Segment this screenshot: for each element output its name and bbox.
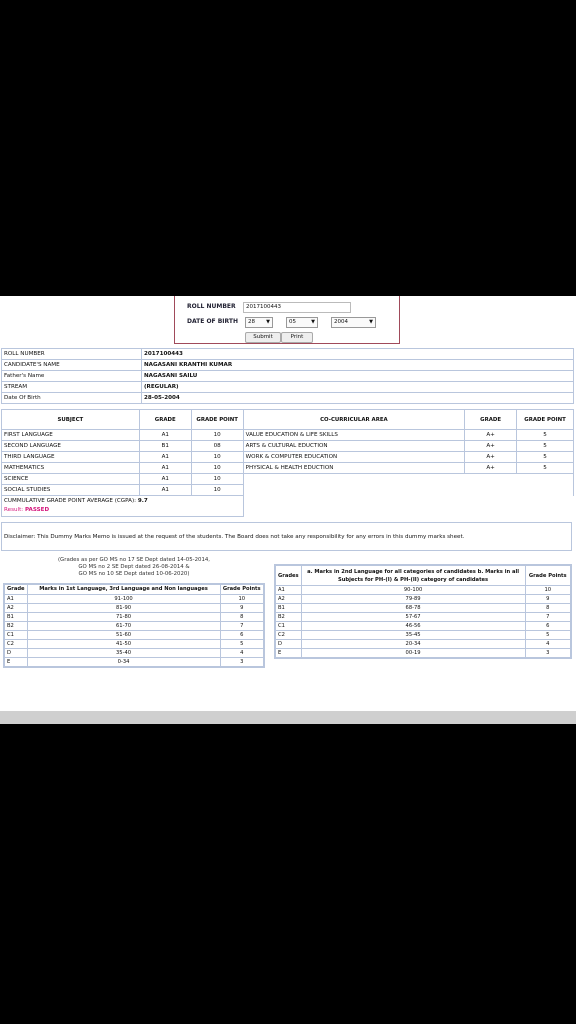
- stream-value: (REGULAR): [142, 382, 574, 393]
- cocurricular-point: 5: [517, 430, 574, 441]
- table-row: [4, 595, 264, 604]
- marks-cell: 20-34: [301, 640, 525, 649]
- grade-cell: D: [4, 649, 27, 658]
- submit-button[interactable]: Submit: [245, 332, 281, 343]
- grade-cell: D: [275, 640, 301, 649]
- table-row: [4, 631, 264, 640]
- grade-cell: C2: [275, 631, 301, 640]
- table-row: [275, 622, 571, 631]
- grade-cell: E: [4, 658, 27, 668]
- marks-cell: 57-67: [301, 613, 525, 622]
- cocurricular-grade: A+: [465, 452, 517, 463]
- empty-cell: [243, 474, 573, 496]
- subject-name: SCIENCE: [2, 474, 140, 485]
- dob-info-label: Date Of Birth: [2, 393, 142, 404]
- grade-cell: A2: [275, 595, 301, 604]
- table-row: [275, 631, 571, 640]
- table-row: [2, 430, 574, 441]
- grade-note: [24, 557, 244, 578]
- chevron-down-icon: ▼: [311, 319, 315, 325]
- roll-number-input[interactable]: 2017100443: [243, 302, 351, 313]
- empty-cell: [243, 496, 573, 517]
- col-header: Grades: [275, 565, 301, 586]
- search-form: [174, 296, 400, 344]
- subject-point: 08: [191, 441, 243, 452]
- father-value: NAGASANI SAILU: [142, 371, 574, 382]
- marks-cell: 00-19: [301, 649, 525, 659]
- marks-memo-page: [0, 296, 576, 711]
- cgpa-label: CUMMULATIVE GRADE POINT AVERAGE (CGPA):: [4, 498, 137, 504]
- points-cell: 10: [525, 586, 571, 595]
- points-cell: 6: [220, 631, 264, 640]
- table-row: [2, 452, 574, 463]
- points-cell: 5: [220, 640, 264, 649]
- table-row: [4, 658, 264, 668]
- result-value: PASSED: [24, 507, 50, 513]
- grade-cell: C1: [4, 631, 27, 640]
- marks-cell: 90-100: [301, 586, 525, 595]
- cocurricular-grade: A+: [465, 430, 517, 441]
- grade-cell: A2: [4, 604, 27, 613]
- grade-cell: C1: [275, 622, 301, 631]
- cocurricular-grade: A+: [465, 463, 517, 474]
- points-cell: 7: [220, 622, 264, 631]
- points-cell: 9: [525, 595, 571, 604]
- col-header: GRADE: [139, 410, 191, 430]
- cocurricular-point: 5: [517, 463, 574, 474]
- cocurricular-area: PHYSICAL & HEALTH EDUCTION: [243, 463, 465, 474]
- table-header-row: [275, 565, 571, 586]
- points-cell: 4: [525, 640, 571, 649]
- cgpa-line: [4, 497, 241, 506]
- subject-name: SECOND LANGUAGE: [2, 441, 140, 452]
- table-header-row: [4, 584, 264, 595]
- table-row: [275, 613, 571, 622]
- result-line: [4, 506, 241, 515]
- grade-cell: B2: [4, 622, 27, 631]
- grade-note-line: (Grades as per GO MS no 17 SE Dept dated 14-05-2014,: [57, 557, 211, 563]
- subject-grade: B1: [139, 441, 191, 452]
- marks-cell: 61-70: [27, 622, 220, 631]
- marks-cell: 91-100: [27, 595, 220, 604]
- marks-cell: 46-56: [301, 622, 525, 631]
- stream-label: STREAM: [2, 382, 142, 393]
- dob-year-select[interactable]: [331, 317, 376, 328]
- table-row: [275, 595, 571, 604]
- col-header: Grade Points: [220, 584, 264, 595]
- table-row: [2, 463, 574, 474]
- points-cell: 10: [220, 595, 264, 604]
- cgpa-value: 9.7: [137, 498, 148, 504]
- marks-cell: 51-60: [27, 631, 220, 640]
- col-header: GRADE: [465, 410, 517, 430]
- grade-cell: B2: [275, 613, 301, 622]
- dob-label: DATE OF BIRTH: [187, 318, 238, 325]
- table-row: [2, 382, 574, 393]
- marks-cell: 35-40: [27, 649, 220, 658]
- table-row: [2, 360, 574, 371]
- table-row: [4, 640, 264, 649]
- table-header-row: [2, 410, 574, 430]
- table-row: [275, 640, 571, 649]
- marks-cell: 71-80: [27, 613, 220, 622]
- col-header: GRADE POINT: [517, 410, 574, 430]
- points-cell: 8: [525, 604, 571, 613]
- subject-name: SOCIAL STUDIES: [2, 485, 140, 496]
- points-cell: 8: [220, 613, 264, 622]
- disclaimer: Disclaimer: This Dummy Marks Memo is issued at the request of the students. The Board does not take any responsibility for any errors in this dummy marks sheet.: [1, 522, 572, 551]
- points-cell: 5: [525, 631, 571, 640]
- dob-info-value: 28-05-2004: [142, 393, 574, 404]
- table-row: [2, 349, 574, 360]
- col-header: a. Marks in 2nd Language for all categories of candidates b. Marks in all Subjects for PH-(I) & PH-(II) category of candidates: [301, 565, 525, 586]
- chevron-down-icon: ▼: [266, 319, 270, 325]
- table-row: [275, 586, 571, 595]
- subject-name: THIRD LANGUAGE: [2, 452, 140, 463]
- subject-point: 10: [191, 474, 243, 485]
- cgpa-cell: [2, 496, 244, 517]
- subject-grade: A1: [139, 485, 191, 496]
- table-row: [4, 649, 264, 658]
- table-row: [4, 622, 264, 631]
- marks-cell: 81-90: [27, 604, 220, 613]
- table-row: [2, 371, 574, 382]
- grade-cell: A1: [4, 595, 27, 604]
- chevron-down-icon: ▼: [369, 319, 373, 325]
- roll-value: 2017100443: [142, 349, 574, 360]
- marks-cell: 41-50: [27, 640, 220, 649]
- name-value: NAGASANI KRANTHI KUMAR: [142, 360, 574, 371]
- grade-note-line: GO MS no 10 SE Dept dated 10-06-2020): [78, 571, 190, 577]
- col-header: CO-CURRICULAR AREA: [243, 410, 465, 430]
- table-row: [4, 613, 264, 622]
- candidate-info-table: [1, 348, 574, 404]
- cocurricular-area: WORK & COMPUTER EDUCATION: [243, 452, 465, 463]
- subject-point: 10: [191, 452, 243, 463]
- bottom-scrollbar[interactable]: [0, 711, 576, 724]
- subject-grade: A1: [139, 474, 191, 485]
- grade-cell: C2: [4, 640, 27, 649]
- subject-point: 10: [191, 463, 243, 474]
- dob-day-select[interactable]: [245, 317, 273, 328]
- marks-cell: 0-34: [27, 658, 220, 668]
- subject-name: FIRST LANGUAGE: [2, 430, 140, 441]
- grade-cell: E: [275, 649, 301, 659]
- grade-scale-table-2: [274, 564, 572, 659]
- subject-point: 10: [191, 485, 243, 496]
- cocurricular-point: 5: [517, 441, 574, 452]
- cocurricular-point: 5: [517, 452, 574, 463]
- name-label: CANDIDATE'S NAME: [2, 360, 142, 371]
- table-row: [4, 604, 264, 613]
- grade-note-line: GO MS no 2 SE Dept dated 26-08-2014 &: [78, 564, 190, 570]
- col-header: Grade Points: [525, 565, 571, 586]
- subject-grade: A1: [139, 463, 191, 474]
- cocurricular-area: VALUE EDUCATION & LIFE SKILLS: [243, 430, 465, 441]
- father-label: Father's Name: [2, 371, 142, 382]
- grade-cell: A1: [275, 586, 301, 595]
- table-row: [275, 604, 571, 613]
- dob-year-value: 2004: [334, 319, 348, 325]
- roll-label: ROLL NUMBER: [2, 349, 142, 360]
- subject-point: 10: [191, 430, 243, 441]
- table-row: [2, 474, 574, 485]
- col-header: Grade: [4, 584, 27, 595]
- subject-name: MATHEMATICS: [2, 463, 140, 474]
- marks-cell: 68-78: [301, 604, 525, 613]
- points-cell: 3: [525, 649, 571, 659]
- col-header: GRADE POINT: [191, 410, 243, 430]
- col-header: SUBJECT: [2, 410, 140, 430]
- marks-cell: 35-45: [301, 631, 525, 640]
- grade-cell: B1: [275, 604, 301, 613]
- dob-day-value: 28: [248, 319, 255, 325]
- grade-scale-table-1: [3, 583, 265, 668]
- grade-cell: B1: [4, 613, 27, 622]
- subject-grade: A1: [139, 452, 191, 463]
- subject-grade: A1: [139, 430, 191, 441]
- table-row: [2, 441, 574, 452]
- table-row: [2, 393, 574, 404]
- dob-month-value: 05: [289, 319, 296, 325]
- print-button[interactable]: Print: [281, 332, 313, 343]
- roll-number-label: ROLL NUMBER: [187, 303, 236, 310]
- dob-month-select[interactable]: [286, 317, 318, 328]
- points-cell: 3: [220, 658, 264, 668]
- points-cell: 4: [220, 649, 264, 658]
- result-label: Result:: [4, 507, 24, 513]
- cgpa-row: [2, 496, 574, 517]
- cocurricular-area: ARTS & CULTURAL EDUCTION: [243, 441, 465, 452]
- marks-cell: 79-89: [301, 595, 525, 604]
- cocurricular-grade: A+: [465, 441, 517, 452]
- points-cell: 7: [525, 613, 571, 622]
- points-cell: 6: [525, 622, 571, 631]
- points-cell: 9: [220, 604, 264, 613]
- table-row: [275, 649, 571, 659]
- marks-table: [1, 409, 574, 517]
- col-header: Marks in 1st Language, 3rd Language and Non languages: [27, 584, 220, 595]
